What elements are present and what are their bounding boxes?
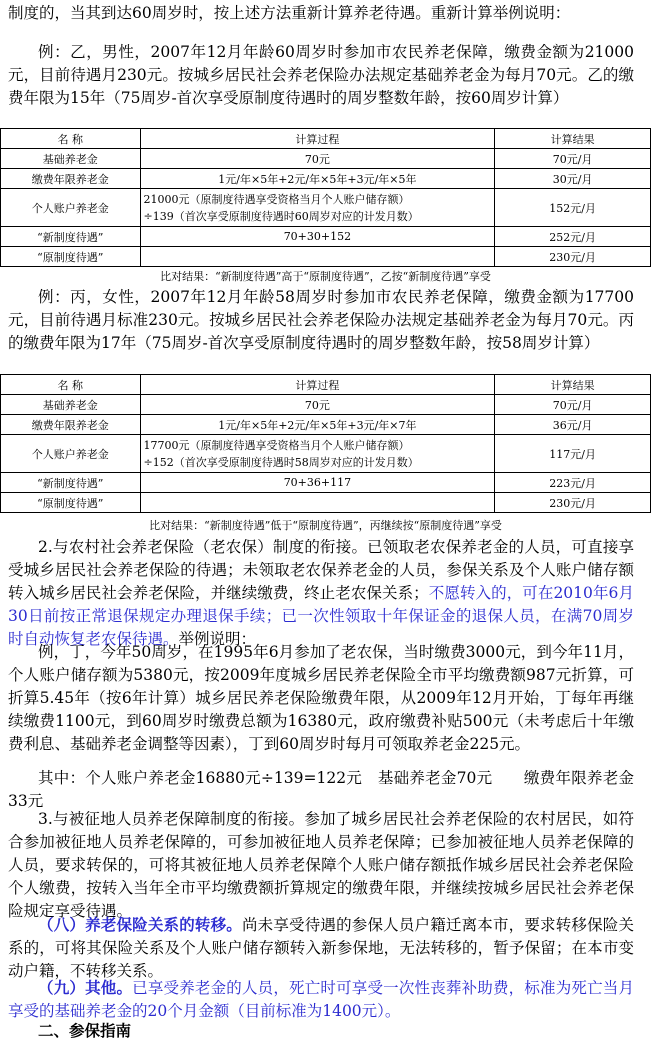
section-9-body: 已享受养老金的人员，死亡时可享受一次性丧葬补助费，标准为死亡当月享受的基础养老金的20个月金额（目前标准为1400元）。: [8, 979, 634, 1020]
row-result: 230元/月: [495, 493, 651, 513]
row-name: “原制度待遇”: [1, 247, 141, 267]
table-row: [1, 415, 651, 435]
section-8-paragraph: [8, 913, 634, 983]
row-process: [140, 435, 495, 473]
row-name: 基础养老金: [1, 149, 141, 169]
row-result: 70元/月: [495, 395, 651, 415]
row-result: 117元/月: [495, 435, 651, 473]
row-result: 252元/月: [495, 227, 651, 247]
row-process: [140, 247, 495, 267]
section-9-paragraph: [8, 976, 634, 1023]
row-name: “新制度待遇”: [1, 473, 141, 493]
comparison-result-b: 比对结果：“新制度待遇”高于“原制度待遇”，乙按“新制度待遇”享受: [160, 270, 491, 283]
row-name: 缴费年限养老金: [1, 415, 141, 435]
row-result: 152元/月: [495, 189, 651, 227]
row-result: 223元/月: [495, 473, 651, 493]
table-header-result: 计算结果: [495, 375, 651, 395]
example-b-paragraph: 例：乙，男性，2007年12月年龄60周岁时参加市农民养老保障，缴费金额为21000元，目前待遇月230元。按城乡居民社会养老保险办法规定基础养老金为每月70元。乙的缴费年限为15年（75周岁-首次享受原制度待遇时的周岁整数年龄，按60周岁计算）: [8, 43, 634, 107]
row-process: 1元/年×5年+2元/年×5年+3元/年×5年: [140, 169, 495, 189]
table-header-name: 名 称: [1, 129, 141, 149]
row-result: 230元/月: [495, 247, 651, 267]
table-row: [1, 227, 651, 247]
process-line-2: ÷139（首次享受原制度待遇时60周岁对应的计发月数）: [143, 209, 419, 223]
table-row: [1, 493, 651, 513]
section-2-tail: 举例说明：: [178, 630, 257, 648]
example-c-paragraph: 例：丙，女性，2007年12月年龄58周岁时参加市农民养老保障，缴费金额为17700元，目前待遇月标准230元。按城乡居民社会养老保险办法规定基础养老金为每月70元。丙的缴费年限为17年（75周岁-首次享受原制度待遇时的周岁整数年龄，按58周岁计算）: [8, 288, 634, 352]
row-name: “原制度待遇”: [1, 493, 141, 513]
row-name: 缴费年限养老金: [1, 169, 141, 189]
table-row: [1, 189, 651, 227]
table-row: [1, 169, 651, 189]
table-row: [1, 149, 651, 169]
process-line-1: 17700元（原制度待遇享受资格当月个人账户储存额）: [143, 438, 410, 452]
row-process: 70元: [140, 149, 495, 169]
row-name: 个人账户养老金: [1, 435, 141, 473]
section-3-paragraph: 3.与被征地人员养老保障制度的衔接。参加了城乡居民社会养老保险的农村居民，如符合参加被征地人员养老保障的，可参加被征地人员养老保障；已参加被征地人员养老保障的人员，要求转保的，可将其被征地人员养老保障个人账户储存额抵作城乡居民社会养老保险个人缴费，按转入当年全市平均缴费额折算规定的缴费年限，并继续按城乡居民社会养老保险规定享受待遇。: [8, 810, 634, 920]
example-d-calculation: 其中：个人账户养老金16880元÷139=122元 基础养老金70元 缴费年限养老金33元: [8, 769, 634, 810]
row-process: [140, 493, 495, 513]
process-line-2: ÷152（首次享受原制度待遇时58周岁对应的计发月数）: [143, 455, 419, 469]
table-header-name: 名 称: [1, 375, 141, 395]
row-process: 70+30+152: [140, 227, 495, 247]
section-2-highlight: 不愿转入的，可在2010年6月30日前按正常退保规定办理退保手续；已一次性领取十年保证金的退保人员，在满70周岁时自动恢复老农保待遇。: [8, 584, 634, 648]
table-row: [1, 395, 651, 415]
table-header-process: 计算过程: [140, 375, 495, 395]
section-guide-heading: 二、参保指南: [38, 1021, 132, 1040]
section-2-paragraph: [8, 536, 634, 651]
process-line-1: 21000元（原制度待遇享受资格当月个人账户储存额）: [143, 192, 410, 206]
section-8-body: 尚未享受待遇的参保人员户籍迁离本市，要求转移保险关系的，可将其保险关系及个人账户储存额转入新参保地，无法转移的，暂予保留；在本市变动户籍，不转移关系。: [8, 916, 634, 980]
table-row: [1, 435, 651, 473]
row-result: 70元/月: [495, 149, 651, 169]
section-9-heading: （九）其他。: [38, 978, 133, 997]
section-2-main: 2.与农村社会养老保险（老农保）制度的衔接。已领取老农保养老金的人员，可直接享受城乡居民社会养老保险的待遇；未领取老农保养老金的人员，参保关系及个人账户储存额转入城乡居民社会养老保险，并继续缴费，终止老农保关系；: [8, 538, 634, 602]
calc-table-b: [0, 128, 651, 267]
row-process: 1元/年×5年+2元/年×5年+3元/年×7年: [140, 415, 495, 435]
table-header-result: 计算结果: [495, 129, 651, 149]
row-process: 70元: [140, 395, 495, 415]
row-name: “新制度待遇”: [1, 227, 141, 247]
intro-paragraph: 制度的，当其到达60周岁时，按上述方法重新计算养老待遇。重新计算举例说明：: [8, 4, 571, 22]
example-d-paragraph: 例，丁，今年50周岁，在1995年6月参加了老农保，当时缴费3000元，到今年11月，个人账户储存额为5380元，按2009年度城乡居民养老保险全市平均缴费额987元折算，可折算5.45年（按6年计算）城乡居民养老保险缴费年限，从2009年12月开始，丁每年再继续缴费1100元，到60周岁时缴费总额为16380元，政府缴费补贴500元（未考虑后十年缴费利息、基础养老金调整等因素），丁到60周岁时每月可领取养老金225元。: [8, 643, 634, 753]
row-name: 基础养老金: [1, 395, 141, 415]
section-8-heading: （八）养老保险关系的转移。: [38, 915, 242, 934]
calc-table-c: [0, 374, 651, 513]
row-process: 70+36+117: [140, 473, 495, 493]
table-row: [1, 473, 651, 493]
row-name: 个人账户养老金: [1, 189, 141, 227]
table-row: [1, 247, 651, 267]
row-result: 30元/月: [495, 169, 651, 189]
row-process: [140, 189, 495, 227]
row-result: 36元/月: [495, 415, 651, 435]
table-header-process: 计算过程: [140, 129, 495, 149]
comparison-result-c: 比对结果：“新制度待遇”低于“原制度待遇”，丙继续按“原制度待遇”享受: [149, 519, 502, 532]
